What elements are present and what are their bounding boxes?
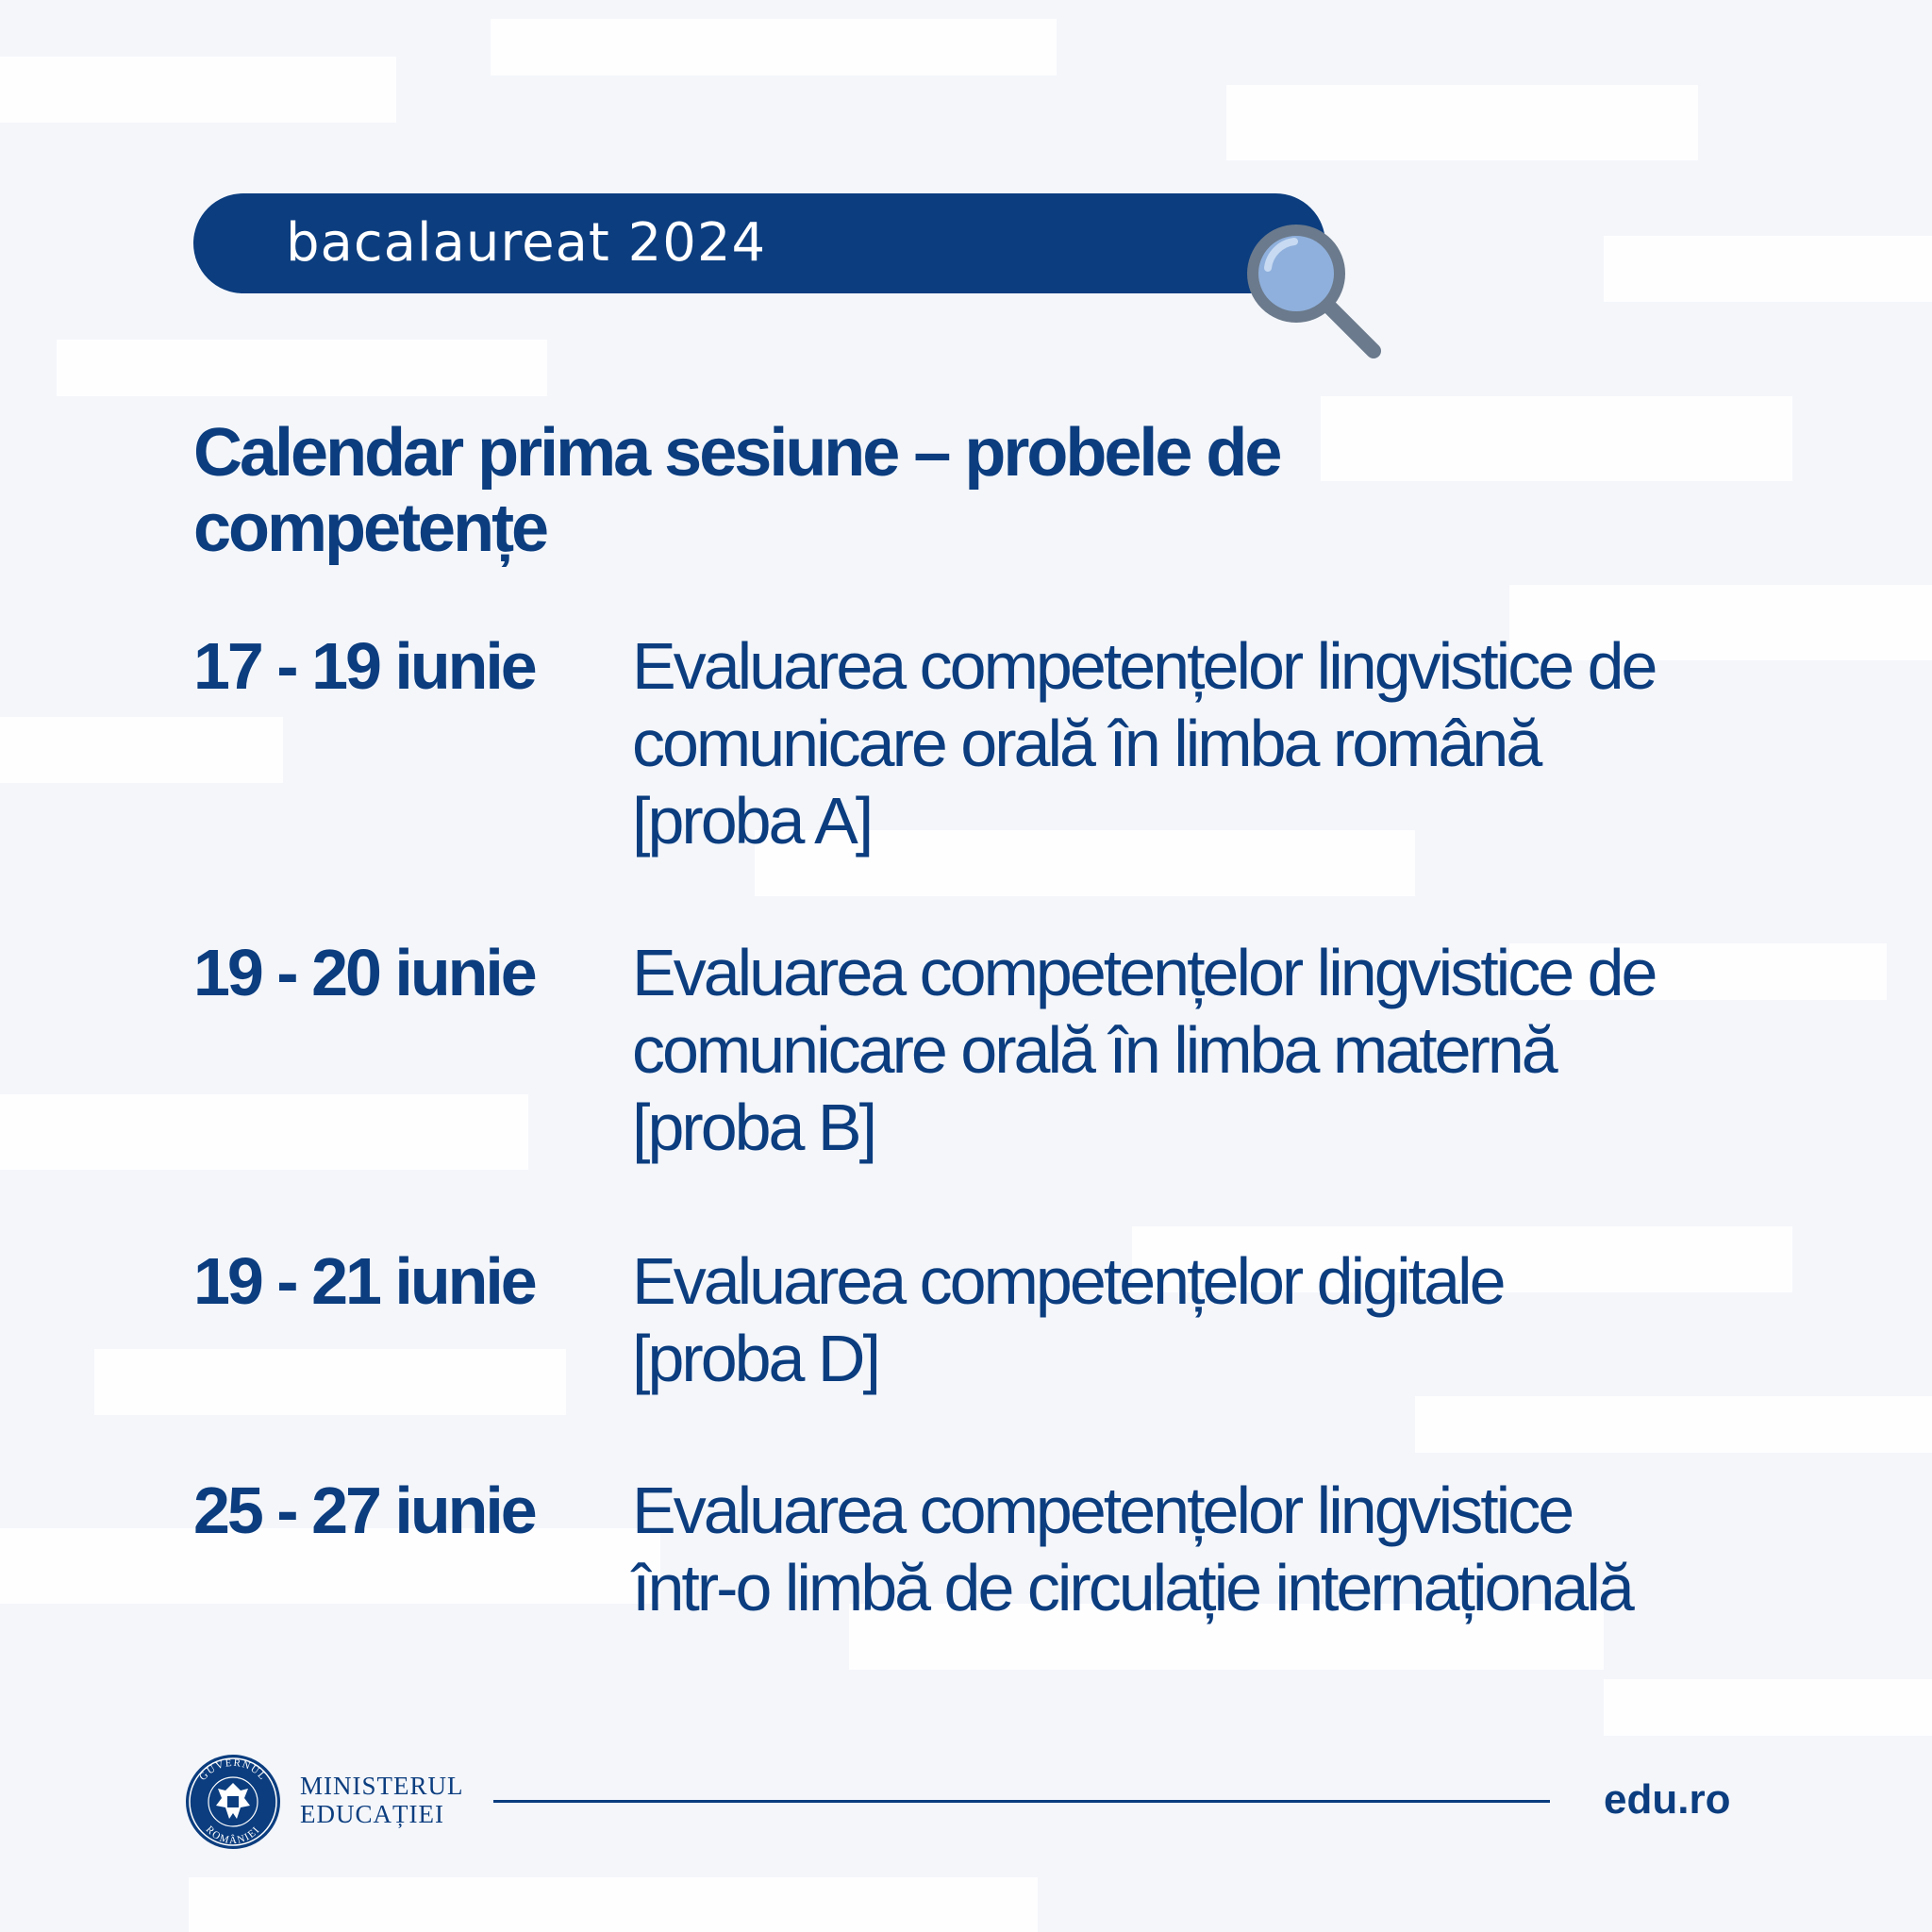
schedule-description xyxy=(632,934,1802,1166)
description-line: Evaluarea competențelor digitale xyxy=(632,1244,1504,1318)
description-line: comunicare orală în limba română xyxy=(632,707,1541,780)
ministry-line: MINISTERUL xyxy=(300,1772,464,1800)
schedule-date: 19 - 21 iunie xyxy=(193,1244,535,1318)
schedule-description xyxy=(632,627,1802,859)
description-line: comunicare orală în limba maternă xyxy=(632,1013,1556,1087)
schedule-date: 19 - 20 iunie xyxy=(193,936,535,1009)
seal-text-bottom: ROMÂNIEI xyxy=(203,1824,263,1847)
schedule-date: 25 - 27 iunie xyxy=(193,1474,535,1547)
description-line: Evaluarea competențelor lingvistice de xyxy=(632,936,1656,1009)
page-title: Calendar prima sesiune – probele de competențe xyxy=(193,415,1280,566)
footer xyxy=(0,1736,1932,1868)
schedule-description xyxy=(632,1472,1802,1626)
government-seal-icon xyxy=(184,1753,282,1851)
description-line: [proba A] xyxy=(632,784,872,858)
search-text: bacalaureat 2024 xyxy=(286,212,767,274)
ministry-line: EDUCAȚIEI xyxy=(300,1800,444,1828)
website-link[interactable]: edu.ro xyxy=(1604,1776,1731,1823)
description-line: [proba D] xyxy=(632,1322,878,1395)
magnifier-icon xyxy=(1241,219,1392,370)
description-line: într-o limbă de circulație internațională xyxy=(632,1551,1632,1624)
description-line: [proba B] xyxy=(632,1091,875,1164)
ministry-name xyxy=(300,1772,464,1828)
seal-text-top: GUVERNUL xyxy=(197,1757,269,1783)
description-line: Evaluarea competențelor lingvistice de xyxy=(632,629,1656,703)
footer-divider xyxy=(493,1800,1550,1803)
description-line: Evaluarea competențelor lingvistice xyxy=(632,1474,1573,1547)
search-bar xyxy=(193,193,1325,293)
schedule-date: 17 - 19 iunie xyxy=(193,629,535,703)
schedule-description xyxy=(632,1242,1802,1397)
